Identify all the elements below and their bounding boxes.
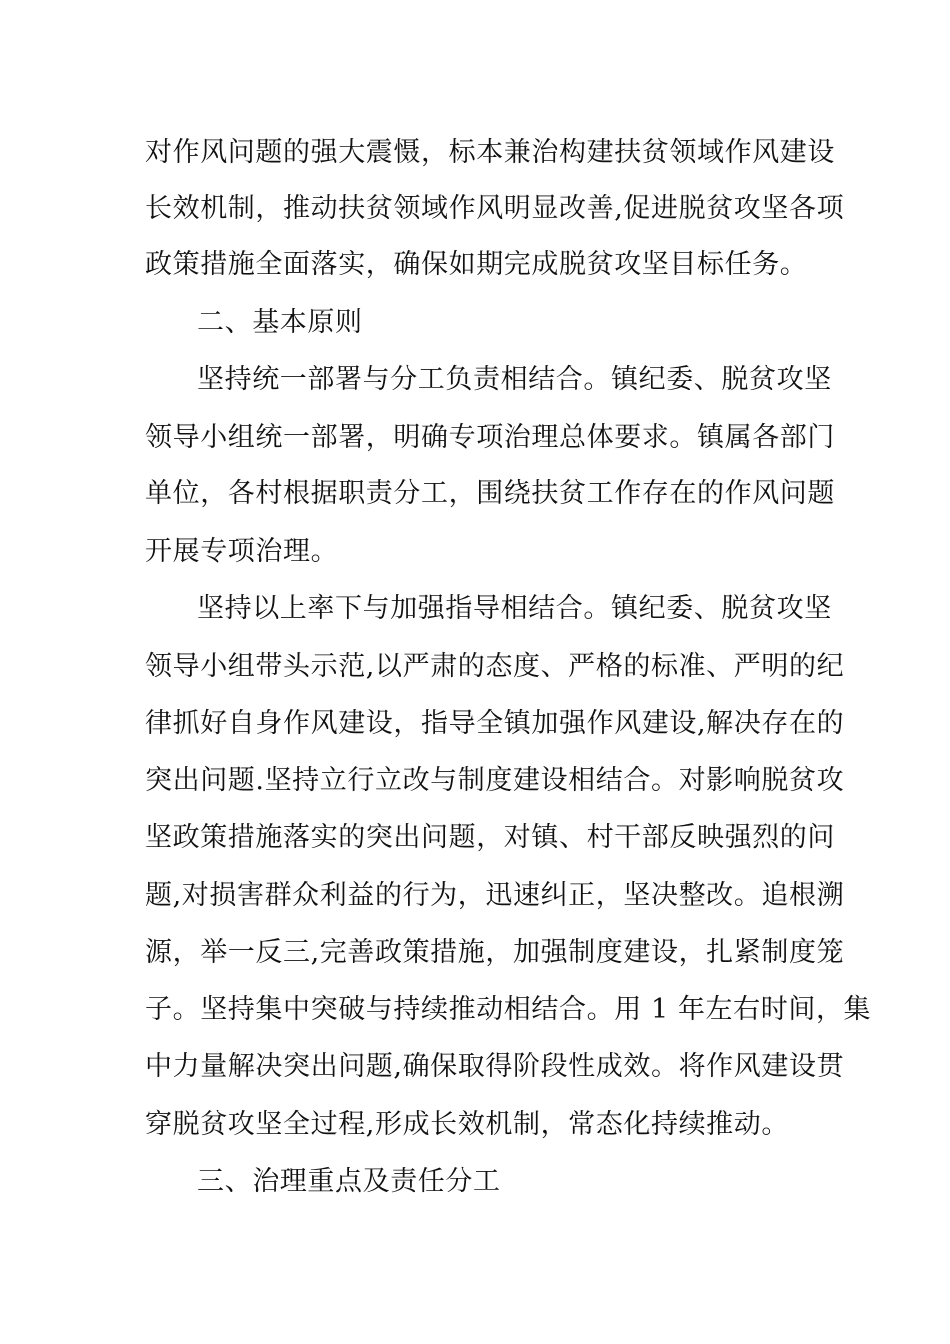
section-heading: 二、基本原则 [197,307,363,338]
text-line: 源，举一反三,完善政策措施，加强制度建设，扎紧制度笼 [145,937,845,968]
text-line: 中力量解决突出问题,确保取得阶段性成效。将作风建设贯 [145,1051,845,1082]
text-line: 政策措施全面落实，确保如期完成脱贫攻坚目标任务。 [145,249,808,280]
text-line: 坚持以上率下与加强指导相结合。镇纪委、脱贫攻坚 [197,593,832,624]
text-line: 单位，各村根据职责分工，围绕扶贫工作存在的作风问题 [145,478,835,509]
text-line: 长效机制，推动扶贫领域作风明显改善,促进脱贫攻坚各项 [145,193,845,224]
text-line: 律抓好自身作风建设，指导全镇加强作风建设,解决存在的 [145,708,845,739]
text-line: 坚持统一部署与分工负责相结合。镇纪委、脱贫攻坚 [197,364,832,395]
text-line: 突出问题.坚持立行立改与制度建设相结合。对影响脱贫攻 [145,765,845,796]
text-line: 领导小组统一部署，明确专项治理总体要求。镇属各部门 [145,422,835,453]
text-line: 领导小组带头示范,以严肃的态度、严格的标准、严明的纪 [145,651,845,682]
text-line: 对作风问题的强大震慑，标本兼治构建扶贫领域作风建设 [145,137,835,168]
section-heading: 三、治理重点及责任分工 [197,1166,501,1197]
text-line: 坚政策措施落实的突出问题，对镇、村干部反映强烈的问 [145,822,835,853]
text-line: 子。坚持集中突破与持续推动相结合。用 1 年左右时间，集 [145,994,872,1025]
text-line: 穿脱贫攻坚全过程,形成长效机制，常态化持续推动。 [145,1109,789,1140]
text-line: 题,对损害群众利益的行为，迅速纠正，坚决整改。追根溯 [145,880,845,911]
text-line: 开展专项治理。 [145,536,339,567]
